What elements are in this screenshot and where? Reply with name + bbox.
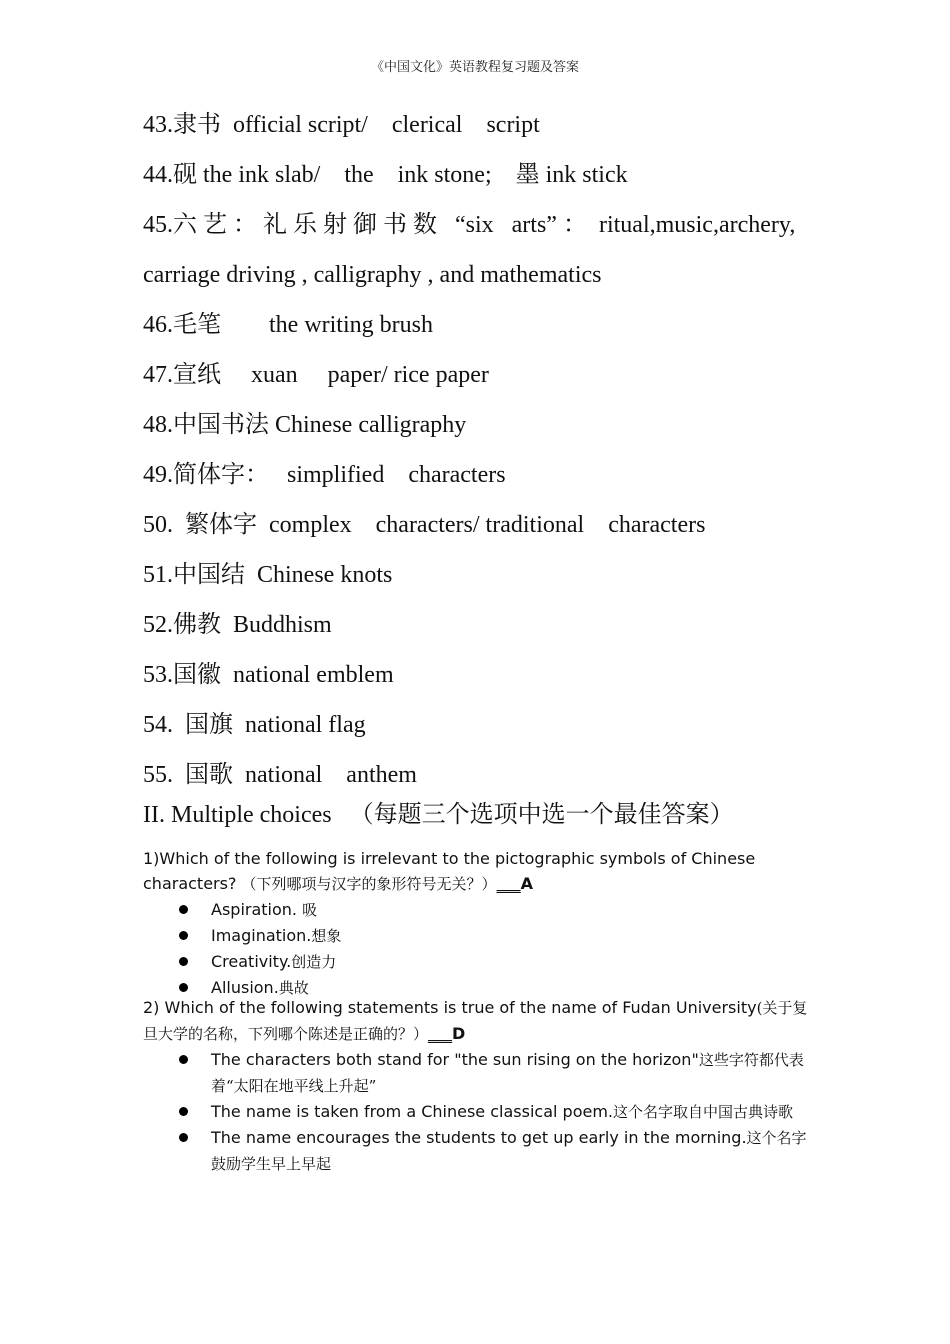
option-item <box>143 923 813 949</box>
options-list <box>143 897 813 1001</box>
bullet-icon <box>179 1133 188 1142</box>
answer-blank: ___ <box>428 1024 453 1043</box>
term-47: 47.宣纸 xuan paper/ rice paper <box>143 362 489 388</box>
term-50: 50. 繁体字 complex characters/ traditional characters <box>143 512 706 538</box>
option-item <box>143 1099 813 1125</box>
term-44: 44.砚 the ink slab/ the ink stone; 墨 ink stick <box>143 162 628 188</box>
term-55: 55. 国歌 national anthem <box>143 762 417 788</box>
term-45: 45.六 艺 ： 礼 乐 射 御 书 数 “six arts” ： ritual,music,archery, <box>143 212 796 238</box>
term-54: 54. 国旗 national flag <box>143 712 366 738</box>
question-text <box>143 995 813 1047</box>
option-text-cn: 这些字符都代表着“太阳在地平线上升起” <box>211 1051 804 1095</box>
bullet-icon <box>179 905 188 914</box>
answer-letter: D <box>452 1024 466 1043</box>
question-2 <box>143 995 813 1177</box>
bullet-icon <box>179 1055 188 1064</box>
option-text-en: Creativity. <box>211 952 292 971</box>
bullet-icon <box>179 931 188 940</box>
options-list <box>143 1047 813 1177</box>
bullet-icon <box>179 957 188 966</box>
answer-letter: A <box>520 874 533 893</box>
page-header: 《中国文化》英语教程复习题及答案 <box>370 60 579 75</box>
question-text-cn: （下列哪项与汉字的象形符号无关？） <box>241 875 497 893</box>
option-item <box>143 949 813 975</box>
option-item <box>143 897 813 923</box>
option-item <box>143 1047 813 1099</box>
option-text-cn: 这个名字鼓励学生早上早起 <box>211 1129 807 1173</box>
option-text-cn: 典故 <box>278 979 309 997</box>
option-text-cn: 创造力 <box>291 953 337 971</box>
question-text <box>143 846 813 897</box>
option-item <box>143 1125 813 1177</box>
answer-blank: ___ <box>496 874 521 893</box>
option-text-cn: 吸 <box>302 901 318 919</box>
option-text-en: The name is taken from a Chinese classical poem. <box>211 1102 613 1121</box>
option-text-en: Aspiration. <box>211 900 303 919</box>
question-text-en: 1)Which of the following is irrelevant to the pictographic symbols of Chinese characters? <box>143 849 756 893</box>
term-53: 53.国徽 national emblem <box>143 662 394 688</box>
bullet-icon <box>179 983 188 992</box>
term-45-continued: carriage driving , calligraphy , and mathematics <box>143 262 602 288</box>
option-text-en: Allusion. <box>211 978 279 997</box>
question-text-en: 2) Which of the following statements is true of the name of Fudan University <box>143 998 757 1017</box>
question-1 <box>143 846 813 1001</box>
section-title: II. Multiple choices （每题三个选项中选一个最佳答案） <box>143 802 734 828</box>
vocabulary-list <box>143 100 823 800</box>
term-43: 43.隶书 official script/ clerical script <box>143 112 540 138</box>
term-46: 46.毛笔 the writing brush <box>143 312 433 338</box>
option-text-cn: 这个名字取自中国古典诗歌 <box>613 1103 794 1121</box>
term-52: 52.佛教 Buddhism <box>143 612 332 638</box>
term-48: 48.中国书法 Chinese calligraphy <box>143 412 467 438</box>
term-49: 49.简体字： simplified characters <box>143 462 506 488</box>
option-text-en: The name encourages the students to get up early in the morning. <box>211 1128 747 1147</box>
option-text-en: The characters both stand for "the sun rising on the horizon" <box>211 1050 699 1069</box>
option-text-cn: 想象 <box>311 927 342 945</box>
bullet-icon <box>179 1107 188 1116</box>
term-51: 51.中国结 Chinese knots <box>143 562 393 588</box>
question-text-cn: (关于复旦大学的名称，下列哪个陈述是正确的？） <box>143 999 808 1043</box>
option-text-en: Imagination. <box>211 926 312 945</box>
